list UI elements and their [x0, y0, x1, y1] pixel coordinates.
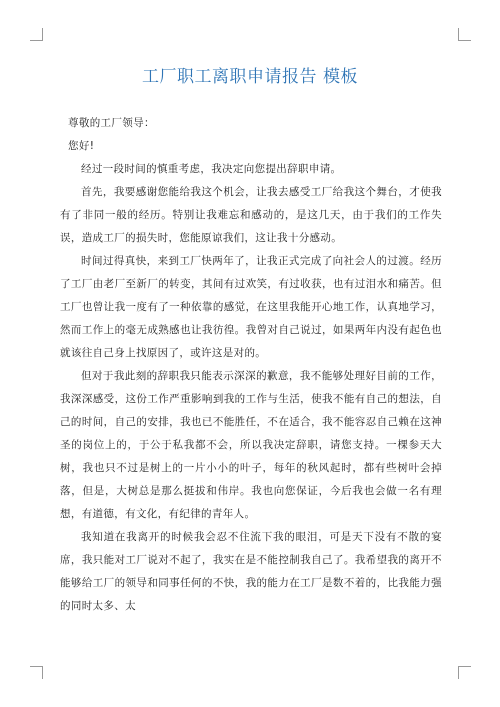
salutation: 尊敬的工厂领导：: [68, 117, 155, 129]
crop-mark-bottom-left: [30, 666, 43, 679]
paragraph-2: 首先，我要感谢您能给我这个机会，让我去感受工厂给我这个舞台，才使我有了非同一般的经历。特别让我难忘和感动的，是这几天，由于我们的工作失误，造成工厂的损失时，您能原谅我们，这让我十分感动。: [60, 186, 442, 244]
crop-mark-top-left: [30, 28, 43, 41]
document-title: 工厂职工离职申请报告 模板: [142, 67, 358, 87]
document-body: [60, 112, 442, 702]
paragraph-4: 但对于我此刻的辞职我只能表示深深的歉意，我不能够处理好目前的工作，我深深感受，这份工作严重影响到我的工作与生活，使我不能有自己的想法，自己的时间，自己的安排，我也已不能胜任，不在适合，我不能容忍自己赖在这神圣的岗位上的，于公于私我都不会，所以我决定辞职，请您支持。一棵参天大树，我也只不过是树上的一片小小的叶子，每年的秋风起时，都有些树叶会掉落，但是，大树总是那么挺拔和伟岸。我也向您保证，今后我也会做一名有理想，有道德，有文化，有纪律的青年人。: [60, 370, 442, 520]
greeting: 您好!: [68, 140, 95, 152]
crop-mark-bottom-right: [458, 666, 471, 679]
paragraph-5: 我知道在我离开的时候我会忍不住流下我的眼泪，可是天下没有不散的宴席，我只能对工厂说对不起了，我实在是不能控制我自己了。我希望我的离开不能够给工厂的领导和同事任何的不快，我的能力在工厂是数不着的，比我能力强的同时太多、太: [60, 531, 442, 612]
crop-mark-top-right: [458, 28, 471, 41]
paragraph-1: 经过一段时间的慎重考虑，我决定向您提出辞职申请。: [81, 163, 342, 175]
paragraph-3: 时间过得真快，来到工厂快两年了，让我正式完成了向社会人的过渡。经历了工厂由老厂至新厂的转变，其间有过欢笑，有过收获，也有过泪水和痛苦。但工厂也曾让我一度有了一种依靠的感觉，在这里我能开心地工作，认真地学习，然而工作上的毫无成熟感也让我彷徨。我曾对自己说过，如果两年内没有起色也就该往自己身上找原因了，或许这是对的。: [60, 255, 442, 359]
